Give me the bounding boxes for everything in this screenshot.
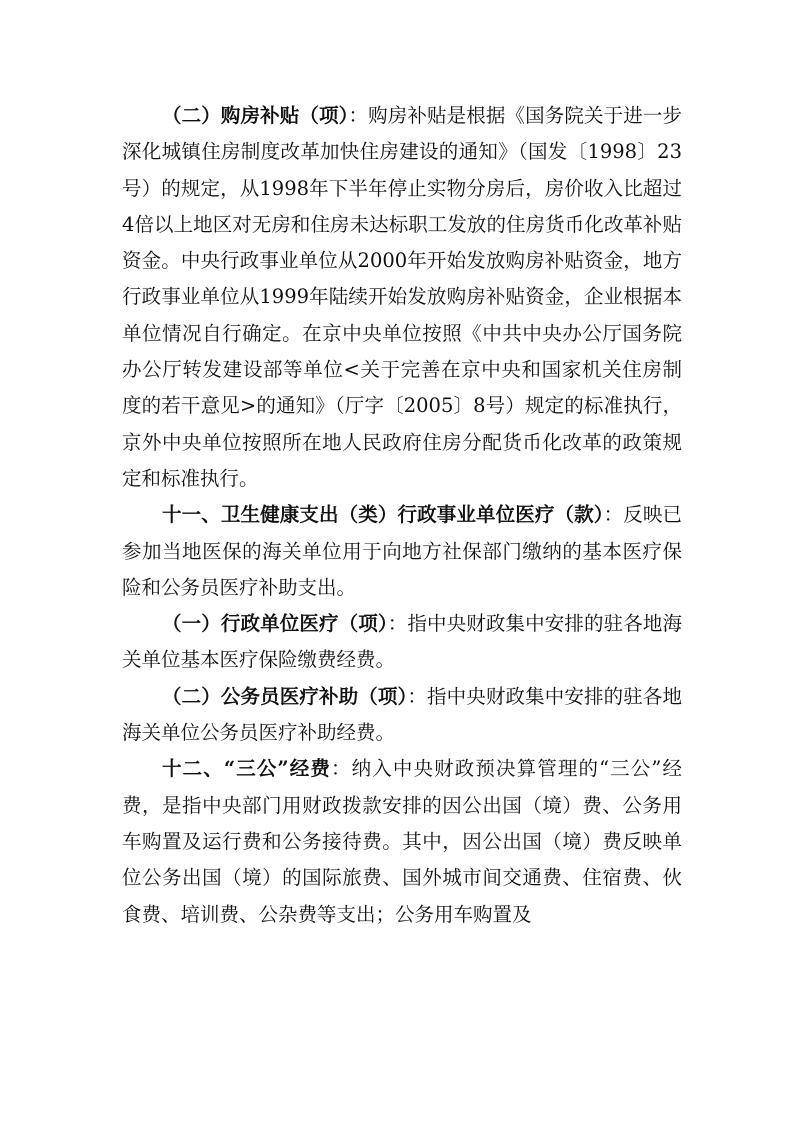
paragraph-heading: 十一、卫生健康支出（类）行政事业单位医疗（款） bbox=[162, 503, 604, 527]
paragraph-text: ：反映已参加当地医保的海关单位用于向地方社保部门缴纳的基本医疗保险和公务员医疗补助支出。 bbox=[122, 503, 682, 599]
paragraph-text: ：指中央财政集中安排的驻各地海关单位基本医疗保险缴费经费。 bbox=[122, 612, 682, 672]
paragraph-text: ：指中央财政集中安排的驻各地海关单位公务员医疗补助经费。 bbox=[122, 684, 682, 745]
paragraph-heading: 十二、“三公”经费 bbox=[162, 757, 332, 781]
paragraph-heading: （一）行政单位医疗（项） bbox=[162, 612, 388, 636]
paragraph-health-expenditure bbox=[122, 497, 682, 606]
paragraph-three-public-expenses bbox=[122, 751, 682, 932]
paragraph-admin-medical bbox=[122, 606, 682, 679]
paragraph-text: ：购房补贴是根据《国务院关于进一步深化城镇住房制度改革加快住房建设的通知》（国发〔1998〕23号）的规定，从1998年下半年停止实物分房后，房价收入比超过4倍以上地区对无房和住房未达标职工发放的住房货币化改革补贴资金。中央行政事业单位从2000年开始发放购房补贴资金，地方行政事业单位从1999年陆续开始发放购房补贴资金，企业根据本单位情况自行确定。在京中央单位按照《中共中央办公厅国务院办公厅转发建设部等单位<关于完善在京中央和国家机关住房制度的若干意见>的通知》（厅字〔2005〕8号）规定的标准执行，京外中央单位按照所在地人民政府住房分配货币化改革的政策规定和标准执行。 bbox=[122, 104, 682, 490]
paragraph-heading: （二）公务员医疗补助（项） bbox=[162, 684, 408, 708]
paragraph-housing-subsidy bbox=[122, 98, 682, 497]
paragraph-civil-servant-medical bbox=[122, 679, 682, 752]
document-body bbox=[122, 98, 682, 933]
paragraph-heading: （二）购房补贴（项） bbox=[162, 104, 349, 127]
paragraph-text: ：纳入中央财政预决算管理的“三公”经费，是指中央部门用财政拨款安排的因公出国（境）费、公务用车购置及运行费和公务接待费。其中，因公出国（境）费反映单位公务出国（境）的国际旅费、国外城市间交通费、住宿费、伙食费、培训费、公杂费等支出；公务用车购置及 bbox=[122, 757, 682, 926]
